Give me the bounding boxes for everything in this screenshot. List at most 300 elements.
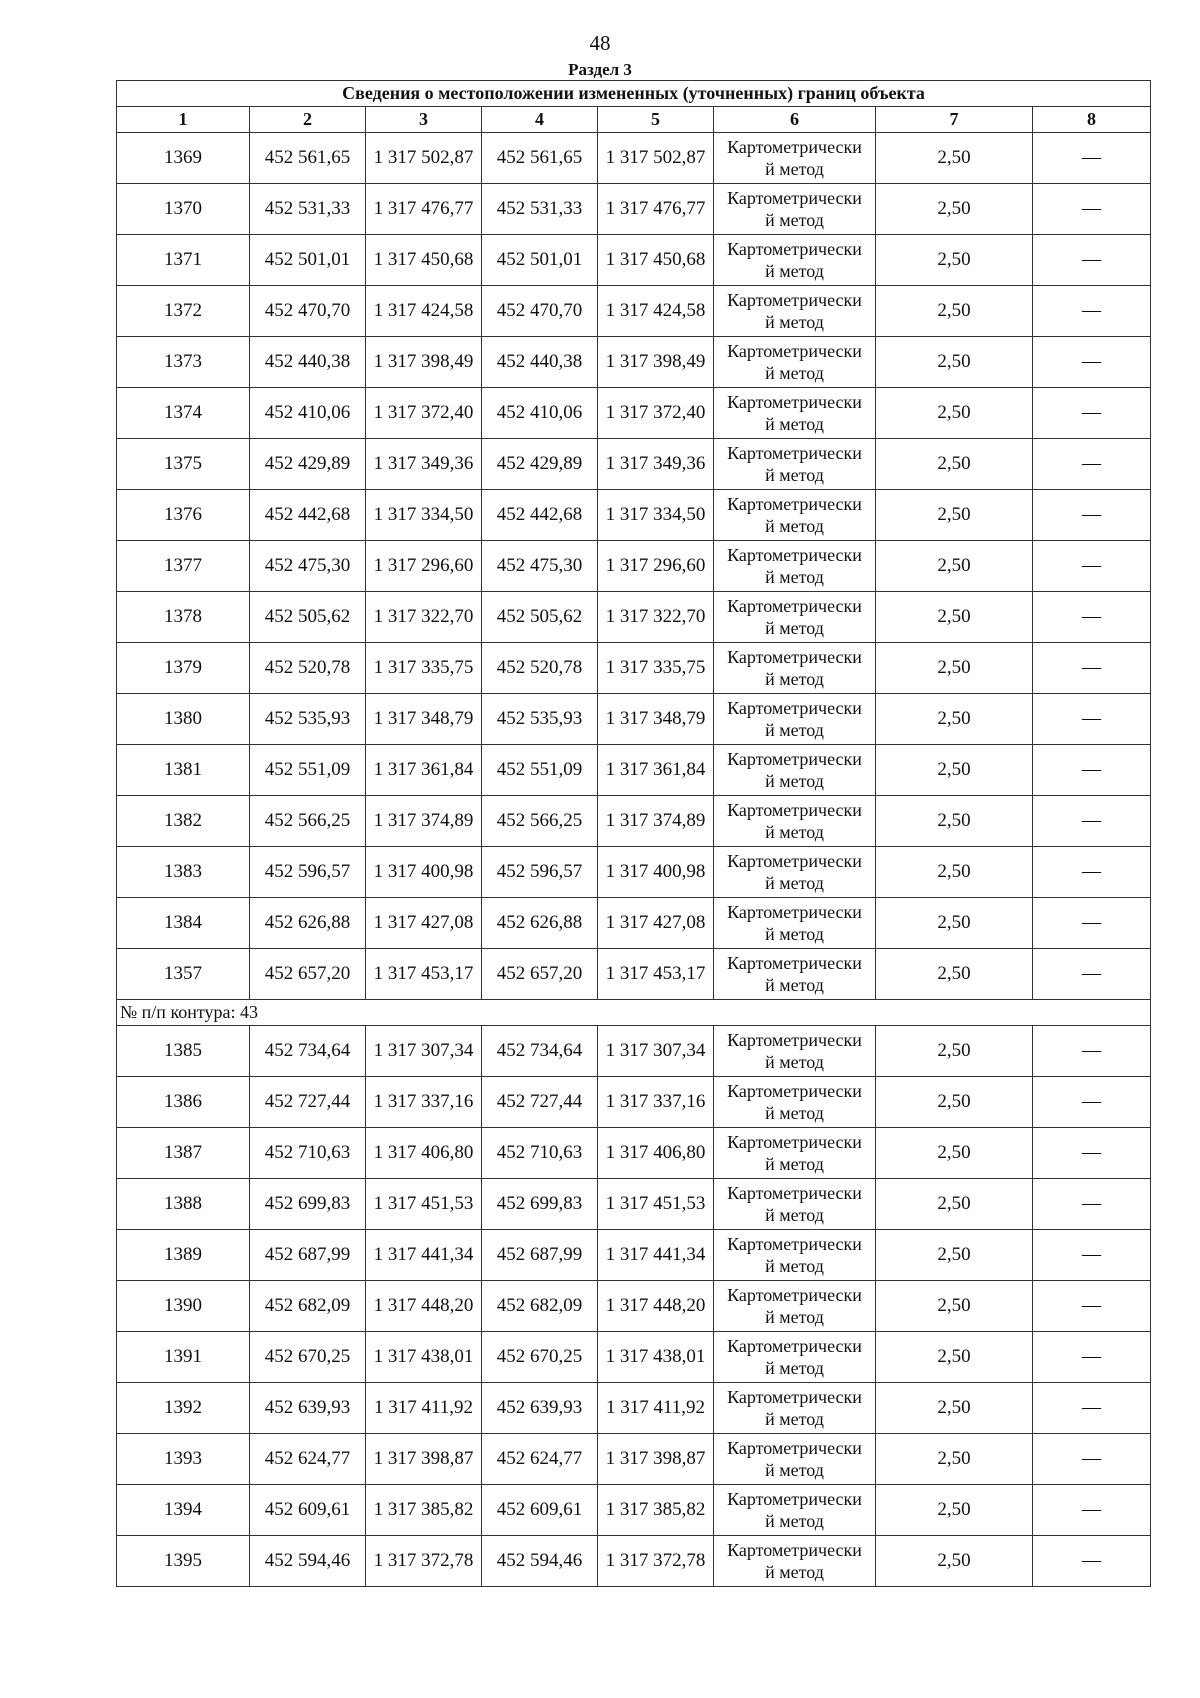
new-y-cell: 1 317 374,89 (598, 796, 714, 847)
accuracy-cell: 2,50 (876, 1077, 1033, 1128)
old-y-cell: 1 317 476,77 (366, 184, 482, 235)
description-cell: — (1033, 1383, 1151, 1434)
old-x-cell: 452 535,93 (250, 694, 366, 745)
method-line-1: Картометрически (727, 341, 862, 361)
method-line-2: й метод (765, 465, 824, 485)
table-row (117, 439, 1151, 490)
description-cell: — (1033, 1026, 1151, 1077)
new-x-cell: 452 594,46 (482, 1536, 598, 1587)
old-y-cell: 1 317 307,34 (366, 1026, 482, 1077)
point-number-cell: 1389 (117, 1230, 250, 1281)
table-row (117, 694, 1151, 745)
description-cell: — (1033, 796, 1151, 847)
contour-row (117, 1000, 1151, 1026)
old-y-cell: 1 317 398,87 (366, 1434, 482, 1485)
new-y-cell: 1 317 448,20 (598, 1281, 714, 1332)
point-number-cell: 1395 (117, 1536, 250, 1587)
new-y-cell: 1 317 400,98 (598, 847, 714, 898)
description-cell: — (1033, 694, 1151, 745)
description-cell: — (1033, 184, 1151, 235)
method-line-1: Картометрически (727, 188, 862, 208)
point-number-cell: 1383 (117, 847, 250, 898)
table-row (117, 1485, 1151, 1536)
table-row (117, 541, 1151, 592)
method-line-1: Картометрически (727, 1285, 862, 1305)
new-x-cell: 452 501,01 (482, 235, 598, 286)
method-line-1: Картометрически (727, 596, 862, 616)
new-y-cell: 1 317 450,68 (598, 235, 714, 286)
method-cell (714, 745, 876, 796)
new-y-cell: 1 317 334,50 (598, 490, 714, 541)
point-number-cell: 1392 (117, 1383, 250, 1434)
old-x-cell: 452 410,06 (250, 388, 366, 439)
method-line-1: Картометрически (727, 953, 862, 973)
old-y-cell: 1 317 438,01 (366, 1332, 482, 1383)
column-number: 8 (1033, 107, 1151, 133)
table-row (117, 184, 1151, 235)
accuracy-cell: 2,50 (876, 796, 1033, 847)
boundary-coordinates-table (116, 80, 1151, 1587)
new-y-cell: 1 317 349,36 (598, 439, 714, 490)
point-number-cell: 1375 (117, 439, 250, 490)
accuracy-cell: 2,50 (876, 898, 1033, 949)
method-line-1: Картометрически (727, 902, 862, 922)
old-x-cell: 452 594,46 (250, 1536, 366, 1587)
method-line-1: Картометрически (727, 1030, 862, 1050)
method-line-2: й метод (765, 414, 824, 434)
description-cell: — (1033, 1128, 1151, 1179)
accuracy-cell: 2,50 (876, 1230, 1033, 1281)
old-y-cell: 1 317 385,82 (366, 1485, 482, 1536)
new-y-cell: 1 317 424,58 (598, 286, 714, 337)
method-line-1: Картометрически (727, 1336, 862, 1356)
point-number-cell: 1388 (117, 1179, 250, 1230)
old-x-cell: 452 470,70 (250, 286, 366, 337)
new-x-cell: 452 699,83 (482, 1179, 598, 1230)
accuracy-cell: 2,50 (876, 1281, 1033, 1332)
method-cell (714, 796, 876, 847)
method-line-2: й метод (765, 771, 824, 791)
table-row (117, 235, 1151, 286)
old-x-cell: 452 429,89 (250, 439, 366, 490)
old-x-cell: 452 566,25 (250, 796, 366, 847)
description-cell: — (1033, 1485, 1151, 1536)
new-x-cell: 452 520,78 (482, 643, 598, 694)
new-x-cell: 452 410,06 (482, 388, 598, 439)
description-cell: — (1033, 898, 1151, 949)
description-cell: — (1033, 235, 1151, 286)
new-y-cell: 1 317 438,01 (598, 1332, 714, 1383)
old-x-cell: 452 727,44 (250, 1077, 366, 1128)
table-row (117, 898, 1151, 949)
point-number-cell: 1387 (117, 1128, 250, 1179)
accuracy-cell: 2,50 (876, 1434, 1033, 1485)
point-number-cell: 1386 (117, 1077, 250, 1128)
old-x-cell: 452 520,78 (250, 643, 366, 694)
method-line-2: й метод (765, 720, 824, 740)
old-y-cell: 1 317 348,79 (366, 694, 482, 745)
old-y-cell: 1 317 372,78 (366, 1536, 482, 1587)
method-line-2: й метод (765, 312, 824, 332)
accuracy-cell: 2,50 (876, 1383, 1033, 1434)
method-line-1: Картометрически (727, 1540, 862, 1560)
new-x-cell: 452 440,38 (482, 337, 598, 388)
point-number-cell: 1385 (117, 1026, 250, 1077)
old-x-cell: 452 710,63 (250, 1128, 366, 1179)
method-cell (714, 898, 876, 949)
method-line-1: Картометрически (727, 749, 862, 769)
accuracy-cell: 2,50 (876, 847, 1033, 898)
method-cell (714, 1383, 876, 1434)
new-y-cell: 1 317 451,53 (598, 1179, 714, 1230)
new-x-cell: 452 710,63 (482, 1128, 598, 1179)
method-line-1: Картометрически (727, 851, 862, 871)
description-cell: — (1033, 490, 1151, 541)
old-y-cell: 1 317 372,40 (366, 388, 482, 439)
table-row (117, 643, 1151, 694)
method-line-2: й метод (765, 1511, 824, 1531)
method-line-2: й метод (765, 822, 824, 842)
accuracy-cell: 2,50 (876, 643, 1033, 694)
table-row (117, 1281, 1151, 1332)
table-row (117, 847, 1151, 898)
description-cell: — (1033, 1179, 1151, 1230)
method-cell (714, 490, 876, 541)
new-x-cell: 452 505,62 (482, 592, 598, 643)
new-x-cell: 452 609,61 (482, 1485, 598, 1536)
accuracy-cell: 2,50 (876, 133, 1033, 184)
method-line-1: Картометрически (727, 137, 862, 157)
table-row (117, 1332, 1151, 1383)
old-x-cell: 452 475,30 (250, 541, 366, 592)
method-line-1: Картометрически (727, 1081, 862, 1101)
column-number: 5 (598, 107, 714, 133)
accuracy-cell: 2,50 (876, 541, 1033, 592)
description-cell: — (1033, 1077, 1151, 1128)
point-number-cell: 1371 (117, 235, 250, 286)
old-x-cell: 452 551,09 (250, 745, 366, 796)
new-x-cell: 452 670,25 (482, 1332, 598, 1383)
point-number-cell: 1390 (117, 1281, 250, 1332)
method-cell (714, 1434, 876, 1485)
accuracy-cell: 2,50 (876, 235, 1033, 286)
method-line-2: й метод (765, 975, 824, 995)
method-line-2: й метод (765, 1409, 824, 1429)
old-y-cell: 1 317 406,80 (366, 1128, 482, 1179)
description-cell: — (1033, 1434, 1151, 1485)
old-y-cell: 1 317 334,50 (366, 490, 482, 541)
accuracy-cell: 2,50 (876, 745, 1033, 796)
old-x-cell: 452 699,83 (250, 1179, 366, 1230)
method-line-2: й метод (765, 363, 824, 383)
table-row (117, 1383, 1151, 1434)
new-y-cell: 1 317 502,87 (598, 133, 714, 184)
accuracy-cell: 2,50 (876, 337, 1033, 388)
table-row (117, 949, 1151, 1000)
accuracy-cell: 2,50 (876, 694, 1033, 745)
method-line-2: й метод (765, 1460, 824, 1480)
method-cell (714, 1332, 876, 1383)
new-y-cell: 1 317 411,92 (598, 1383, 714, 1434)
description-cell: — (1033, 133, 1151, 184)
point-number-cell: 1380 (117, 694, 250, 745)
description-cell: — (1033, 949, 1151, 1000)
table-row (117, 337, 1151, 388)
new-x-cell: 452 727,44 (482, 1077, 598, 1128)
column-number: 6 (714, 107, 876, 133)
point-number-cell: 1372 (117, 286, 250, 337)
accuracy-cell: 2,50 (876, 1485, 1033, 1536)
new-x-cell: 452 429,89 (482, 439, 598, 490)
old-x-cell: 452 505,62 (250, 592, 366, 643)
accuracy-cell: 2,50 (876, 388, 1033, 439)
method-line-2: й метод (765, 567, 824, 587)
section-title: Раздел 3 (568, 60, 632, 79)
method-line-2: й метод (765, 924, 824, 944)
old-x-cell: 452 531,33 (250, 184, 366, 235)
description-cell: — (1033, 337, 1151, 388)
old-y-cell: 1 317 448,20 (366, 1281, 482, 1332)
method-cell (714, 235, 876, 286)
accuracy-cell: 2,50 (876, 1128, 1033, 1179)
point-number-cell: 1382 (117, 796, 250, 847)
method-line-2: й метод (765, 1103, 824, 1123)
new-y-cell: 1 317 322,70 (598, 592, 714, 643)
table-row (117, 388, 1151, 439)
method-line-2: й метод (765, 516, 824, 536)
point-number-cell: 1377 (117, 541, 250, 592)
table-row (117, 1434, 1151, 1485)
point-number-cell: 1384 (117, 898, 250, 949)
new-x-cell: 452 687,99 (482, 1230, 598, 1281)
method-cell (714, 541, 876, 592)
new-y-cell: 1 317 398,87 (598, 1434, 714, 1485)
old-y-cell: 1 317 450,68 (366, 235, 482, 286)
method-cell (714, 1230, 876, 1281)
old-y-cell: 1 317 361,84 (366, 745, 482, 796)
method-cell (714, 337, 876, 388)
method-line-1: Картометрически (727, 1234, 862, 1254)
accuracy-cell: 2,50 (876, 592, 1033, 643)
new-x-cell: 452 624,77 (482, 1434, 598, 1485)
method-line-2: й метод (765, 1256, 824, 1276)
column-number: 1 (117, 107, 250, 133)
new-x-cell: 452 551,09 (482, 745, 598, 796)
method-cell (714, 439, 876, 490)
new-x-cell: 452 470,70 (482, 286, 598, 337)
method-line-2: й метод (765, 261, 824, 281)
table-row (117, 1077, 1151, 1128)
accuracy-cell: 2,50 (876, 949, 1033, 1000)
old-y-cell: 1 317 411,92 (366, 1383, 482, 1434)
description-cell: — (1033, 388, 1151, 439)
column-number-row (117, 107, 1151, 133)
method-cell (714, 184, 876, 235)
point-number-cell: 1379 (117, 643, 250, 694)
method-line-1: Картометрически (727, 1387, 862, 1407)
table-row (117, 1536, 1151, 1587)
method-line-1: Картометрически (727, 647, 862, 667)
old-x-cell: 452 657,20 (250, 949, 366, 1000)
new-y-cell: 1 317 372,78 (598, 1536, 714, 1587)
method-line-1: Картометрически (727, 443, 862, 463)
column-number: 3 (366, 107, 482, 133)
old-x-cell: 452 440,38 (250, 337, 366, 388)
method-line-1: Картометрически (727, 800, 862, 820)
new-y-cell: 1 317 398,49 (598, 337, 714, 388)
old-x-cell: 452 596,57 (250, 847, 366, 898)
table-row (117, 1179, 1151, 1230)
method-cell (714, 694, 876, 745)
method-line-2: й метод (765, 210, 824, 230)
old-x-cell: 452 670,25 (250, 1332, 366, 1383)
table-row (117, 745, 1151, 796)
method-cell (714, 388, 876, 439)
method-line-1: Картометрически (727, 1489, 862, 1509)
description-cell: — (1033, 439, 1151, 490)
point-number-cell: 1393 (117, 1434, 250, 1485)
method-line-1: Картометрически (727, 392, 862, 412)
accuracy-cell: 2,50 (876, 1026, 1033, 1077)
table-caption: Сведения о местоположении измененных (уточненных) границ объекта (117, 81, 1151, 107)
old-y-cell: 1 317 398,49 (366, 337, 482, 388)
new-y-cell: 1 317 361,84 (598, 745, 714, 796)
method-cell (714, 133, 876, 184)
point-number-cell: 1376 (117, 490, 250, 541)
method-cell (714, 286, 876, 337)
old-x-cell: 452 682,09 (250, 1281, 366, 1332)
new-y-cell: 1 317 453,17 (598, 949, 714, 1000)
old-y-cell: 1 317 335,75 (366, 643, 482, 694)
method-line-2: й метод (765, 1052, 824, 1072)
old-y-cell: 1 317 502,87 (366, 133, 482, 184)
old-x-cell: 452 609,61 (250, 1485, 366, 1536)
contour-label: № п/п контура: 43 (117, 1000, 1151, 1026)
method-line-1: Картометрически (727, 290, 862, 310)
new-x-cell: 452 626,88 (482, 898, 598, 949)
method-line-2: й метод (765, 669, 824, 689)
method-line-2: й метод (765, 1307, 824, 1327)
new-x-cell: 452 682,09 (482, 1281, 598, 1332)
accuracy-cell: 2,50 (876, 1179, 1033, 1230)
method-line-1: Картометрически (727, 1132, 862, 1152)
method-line-2: й метод (765, 618, 824, 638)
description-cell: — (1033, 1281, 1151, 1332)
new-x-cell: 452 475,30 (482, 541, 598, 592)
point-number-cell: 1374 (117, 388, 250, 439)
accuracy-cell: 2,50 (876, 439, 1033, 490)
page-number: 48 (589, 31, 611, 55)
table-row (117, 1230, 1151, 1281)
new-y-cell: 1 317 427,08 (598, 898, 714, 949)
old-y-cell: 1 317 322,70 (366, 592, 482, 643)
old-y-cell: 1 317 427,08 (366, 898, 482, 949)
new-x-cell: 452 442,68 (482, 490, 598, 541)
description-cell: — (1033, 541, 1151, 592)
old-y-cell: 1 317 424,58 (366, 286, 482, 337)
method-cell (714, 643, 876, 694)
old-y-cell: 1 317 349,36 (366, 439, 482, 490)
new-x-cell: 452 596,57 (482, 847, 598, 898)
new-y-cell: 1 317 337,16 (598, 1077, 714, 1128)
method-line-2: й метод (765, 1154, 824, 1174)
method-line-2: й метод (765, 1205, 824, 1225)
description-cell: — (1033, 1332, 1151, 1383)
new-y-cell: 1 317 406,80 (598, 1128, 714, 1179)
description-cell: — (1033, 1230, 1151, 1281)
old-y-cell: 1 317 296,60 (366, 541, 482, 592)
table-row (117, 286, 1151, 337)
old-x-cell: 452 501,01 (250, 235, 366, 286)
method-line-1: Картометрически (727, 698, 862, 718)
point-number-cell: 1369 (117, 133, 250, 184)
old-x-cell: 452 624,77 (250, 1434, 366, 1485)
method-line-2: й метод (765, 1358, 824, 1378)
new-y-cell: 1 317 335,75 (598, 643, 714, 694)
method-line-1: Картометрически (727, 239, 862, 259)
method-cell (714, 1281, 876, 1332)
new-y-cell: 1 317 348,79 (598, 694, 714, 745)
new-x-cell: 452 639,93 (482, 1383, 598, 1434)
new-y-cell: 1 317 385,82 (598, 1485, 714, 1536)
method-cell (714, 1128, 876, 1179)
method-cell (714, 1077, 876, 1128)
method-line-2: й метод (765, 159, 824, 179)
old-y-cell: 1 317 453,17 (366, 949, 482, 1000)
method-line-1: Картометрически (727, 545, 862, 565)
old-y-cell: 1 317 451,53 (366, 1179, 482, 1230)
accuracy-cell: 2,50 (876, 1536, 1033, 1587)
old-x-cell: 452 734,64 (250, 1026, 366, 1077)
new-x-cell: 452 657,20 (482, 949, 598, 1000)
old-y-cell: 1 317 400,98 (366, 847, 482, 898)
method-cell (714, 1179, 876, 1230)
old-y-cell: 1 317 374,89 (366, 796, 482, 847)
new-x-cell: 452 531,33 (482, 184, 598, 235)
description-cell: — (1033, 286, 1151, 337)
method-cell (714, 949, 876, 1000)
point-number-cell: 1381 (117, 745, 250, 796)
accuracy-cell: 2,50 (876, 1332, 1033, 1383)
method-cell (714, 1485, 876, 1536)
old-y-cell: 1 317 337,16 (366, 1077, 482, 1128)
method-line-1: Картометрически (727, 494, 862, 514)
method-line-1: Картометрически (727, 1438, 862, 1458)
method-line-1: Картометрически (727, 1183, 862, 1203)
old-y-cell: 1 317 441,34 (366, 1230, 482, 1281)
description-cell: — (1033, 847, 1151, 898)
column-number: 2 (250, 107, 366, 133)
accuracy-cell: 2,50 (876, 184, 1033, 235)
description-cell: — (1033, 592, 1151, 643)
new-x-cell: 452 561,65 (482, 133, 598, 184)
new-x-cell: 452 734,64 (482, 1026, 598, 1077)
new-x-cell: 452 566,25 (482, 796, 598, 847)
point-number-cell: 1378 (117, 592, 250, 643)
table-row (117, 133, 1151, 184)
table-row (117, 1026, 1151, 1077)
point-number-cell: 1373 (117, 337, 250, 388)
description-cell: — (1033, 643, 1151, 694)
table-row (117, 796, 1151, 847)
accuracy-cell: 2,50 (876, 286, 1033, 337)
new-y-cell: 1 317 372,40 (598, 388, 714, 439)
description-cell: — (1033, 1536, 1151, 1587)
new-x-cell: 452 535,93 (482, 694, 598, 745)
table-row (117, 490, 1151, 541)
old-x-cell: 452 561,65 (250, 133, 366, 184)
point-number-cell: 1394 (117, 1485, 250, 1536)
